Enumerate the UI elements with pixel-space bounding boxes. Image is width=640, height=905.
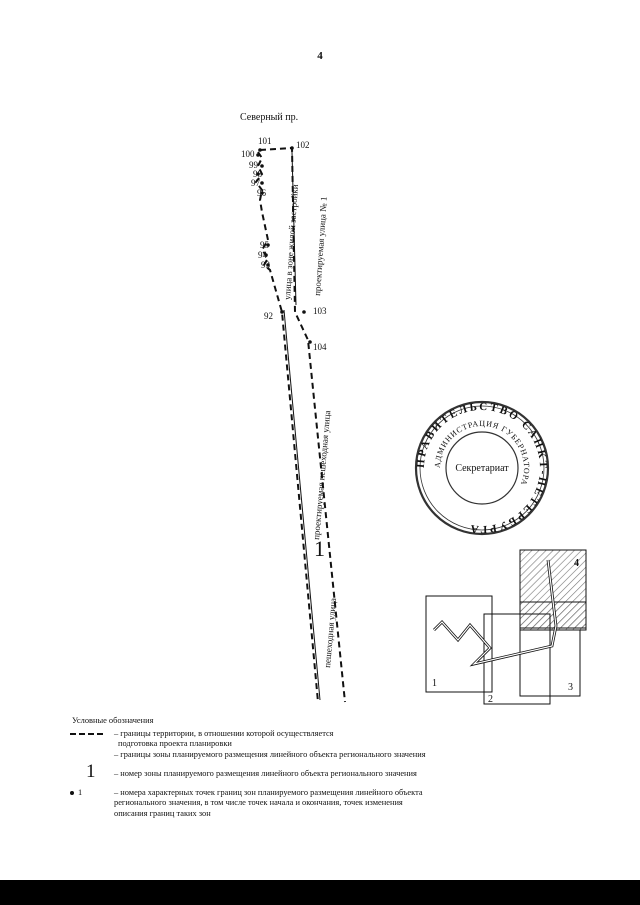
official-stamp: [415, 401, 549, 535]
inset-label-3: 3: [568, 682, 573, 693]
legend-title: Условные обозначения: [72, 716, 154, 725]
point-label-99: 99: [249, 160, 258, 170]
point-100: [256, 153, 260, 157]
zone-number-symbol: 1: [86, 761, 96, 782]
point-label-104: 104: [313, 342, 327, 352]
inset-label-4: 4: [574, 558, 579, 569]
point-103: [302, 310, 306, 314]
inset-map: [426, 550, 586, 705]
point-101: [258, 148, 262, 152]
point-92: [280, 310, 284, 314]
road-label-projected-pedestrian: проектируемая пешеходная улица: [311, 410, 333, 541]
stamp-center-text: Секретариат: [455, 463, 509, 474]
point-label-102: 102: [296, 140, 310, 150]
point-label-101: 101: [258, 136, 272, 146]
point-label-98: 98: [253, 169, 262, 179]
road-label-street-in-zone: улица в зоне жилой застройки: [282, 183, 301, 301]
point-label-103: 103: [313, 306, 327, 316]
dashed-line-symbol: [70, 729, 110, 740]
legend-item-territory-boundary: – границы территории, в отношении которой осуществляется подготовка проекта планировки: [72, 729, 592, 750]
point-label-97: 97: [251, 178, 260, 188]
point-label-94: 94: [258, 250, 267, 260]
legend-item-zone-number: 1 – номер зоны планируемого размещения линейного объекта регионального значения: [86, 761, 417, 782]
road-label-projected-street-1: проектируемая улица № 1: [312, 196, 329, 297]
point-97: [260, 181, 264, 185]
point-102: [290, 146, 294, 150]
point-99: [260, 164, 264, 168]
legend-item-zone-boundary: – границы зоны планируемого размещения линейного объекта регионального значения: [114, 749, 426, 759]
stamp-outer-text: ПРАВИТЕЛЬСТВО САНКТ-ПЕТЕРБУРГА: [414, 400, 550, 536]
footer-bar: [0, 880, 640, 905]
point-symbol: 1: [68, 788, 108, 799]
zone-number-label: 1: [314, 536, 325, 561]
inset-label-2: 2: [488, 694, 493, 705]
point-label-93: 93: [261, 260, 270, 270]
point-label-92: 92: [264, 311, 273, 321]
point-label-95: 95: [260, 240, 269, 250]
legend: [72, 716, 592, 819]
street-label-severny: Северный пр.: [240, 112, 299, 123]
point-labels: [241, 136, 327, 352]
page-number: 4: [317, 50, 323, 62]
stamp-inner-text: АДМИНИСТРАЦИЯ ГУБЕРНАТОРА: [432, 418, 532, 488]
point-label-100: 100: [241, 149, 255, 159]
point-104: [308, 340, 312, 344]
inset-label-1: 1: [432, 678, 437, 689]
point-label-96: 96: [257, 188, 266, 198]
legend-item-points: 1 – номера характерных точек границ зон планируемого размещения линейного объекта регионального значения, в том числе точек начала и окончания, точек изменения описания границ таких зон: [72, 788, 592, 820]
road-label-pedestrian: пешеходная улица: [322, 597, 339, 669]
